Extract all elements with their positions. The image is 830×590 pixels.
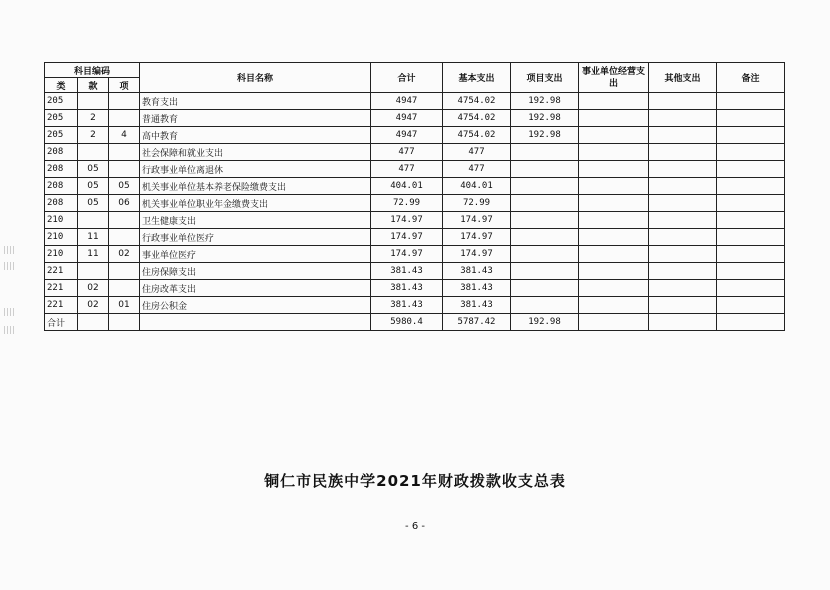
row-subject-name: 住房保障支出	[140, 263, 371, 280]
row-subject-name: 行政事业单位离退休	[140, 161, 371, 178]
row-remarks	[717, 127, 785, 144]
row-lei: 205	[45, 93, 78, 110]
row-lei: 208	[45, 178, 78, 195]
row-lei: 221	[45, 280, 78, 297]
row-xiang	[109, 212, 140, 229]
row-subject-name: 高中教育	[140, 127, 371, 144]
total-xiang	[109, 314, 140, 331]
row-xiang: 4	[109, 127, 140, 144]
row-subject-name: 教育支出	[140, 93, 371, 110]
row-xiang	[109, 280, 140, 297]
row-project: 192.98	[511, 110, 579, 127]
scan-mark	[4, 246, 14, 254]
row-basic: 404.01	[443, 178, 511, 195]
row-kuan: 02	[78, 297, 109, 314]
row-operating	[579, 263, 649, 280]
row-project	[511, 263, 579, 280]
row-remarks	[717, 178, 785, 195]
header-lei: 类	[45, 78, 78, 93]
budget-table	[44, 62, 785, 331]
row-xiang	[109, 263, 140, 280]
row-remarks	[717, 229, 785, 246]
header-other-expense: 其他支出	[649, 63, 717, 93]
table-row	[45, 161, 785, 178]
header-basic-expense: 基本支出	[443, 63, 511, 93]
row-project	[511, 229, 579, 246]
row-remarks	[717, 93, 785, 110]
row-subject-name: 事业单位医疗	[140, 246, 371, 263]
row-project: 192.98	[511, 127, 579, 144]
row-basic: 174.97	[443, 229, 511, 246]
row-xiang	[109, 229, 140, 246]
row-other	[649, 195, 717, 212]
row-other	[649, 263, 717, 280]
table-row	[45, 212, 785, 229]
row-lei: 208	[45, 161, 78, 178]
row-total: 381.43	[371, 280, 443, 297]
page-title: 铜仁市民族中学2021年财政拨款收支总表	[264, 472, 566, 490]
total-operating	[579, 314, 649, 331]
header-project-expense: 项目支出	[511, 63, 579, 93]
row-project: 192.98	[511, 93, 579, 110]
row-remarks	[717, 195, 785, 212]
row-lei: 210	[45, 212, 78, 229]
table-row	[45, 263, 785, 280]
row-total: 4947	[371, 110, 443, 127]
row-kuan: 11	[78, 229, 109, 246]
page-number: - 6 -	[405, 521, 425, 532]
row-other	[649, 246, 717, 263]
scan-mark	[4, 326, 14, 334]
header-code-group: 科目编码	[45, 63, 140, 78]
row-remarks	[717, 161, 785, 178]
row-remarks	[717, 263, 785, 280]
row-kuan	[78, 144, 109, 161]
row-lei: 205	[45, 110, 78, 127]
row-kuan: 2	[78, 127, 109, 144]
row-remarks	[717, 246, 785, 263]
row-lei: 221	[45, 297, 78, 314]
row-subject-name: 社会保障和就业支出	[140, 144, 371, 161]
row-total: 174.97	[371, 212, 443, 229]
row-kuan	[78, 212, 109, 229]
table-row	[45, 195, 785, 212]
table-row	[45, 110, 785, 127]
row-kuan: 05	[78, 178, 109, 195]
row-other	[649, 229, 717, 246]
header-operating-expense: 事业单位经营支出	[579, 63, 649, 93]
row-operating	[579, 212, 649, 229]
row-operating	[579, 195, 649, 212]
row-kuan: 11	[78, 246, 109, 263]
row-project	[511, 212, 579, 229]
row-remarks	[717, 280, 785, 297]
total-name	[140, 314, 371, 331]
header-total: 合计	[371, 63, 443, 93]
row-basic: 381.43	[443, 297, 511, 314]
row-basic: 477	[443, 161, 511, 178]
total-row	[45, 314, 785, 331]
row-other	[649, 280, 717, 297]
row-total: 381.43	[371, 263, 443, 280]
row-other	[649, 178, 717, 195]
row-project	[511, 178, 579, 195]
row-project	[511, 144, 579, 161]
header-subject-name: 科目名称	[140, 63, 371, 93]
scan-mark	[4, 262, 14, 270]
row-lei: 208	[45, 144, 78, 161]
row-operating	[579, 161, 649, 178]
row-xiang: 05	[109, 178, 140, 195]
total-other	[649, 314, 717, 331]
table-row	[45, 297, 785, 314]
row-subject-name: 行政事业单位医疗	[140, 229, 371, 246]
total-total: 5980.4	[371, 314, 443, 331]
row-basic: 477	[443, 144, 511, 161]
row-subject-name: 机关事业单位职业年金缴费支出	[140, 195, 371, 212]
row-operating	[579, 178, 649, 195]
row-other	[649, 161, 717, 178]
row-basic: 4754.02	[443, 127, 511, 144]
row-total: 4947	[371, 127, 443, 144]
table-row	[45, 93, 785, 110]
row-other	[649, 127, 717, 144]
row-project	[511, 297, 579, 314]
total-kuan	[78, 314, 109, 331]
header-kuan: 款	[78, 78, 109, 93]
row-operating	[579, 127, 649, 144]
row-basic: 4754.02	[443, 110, 511, 127]
row-operating	[579, 297, 649, 314]
row-kuan: 02	[78, 280, 109, 297]
row-basic: 174.97	[443, 246, 511, 263]
row-total: 174.97	[371, 246, 443, 263]
row-total: 72.99	[371, 195, 443, 212]
row-xiang: 01	[109, 297, 140, 314]
row-total: 477	[371, 161, 443, 178]
table-row	[45, 178, 785, 195]
row-operating	[579, 110, 649, 127]
row-basic: 174.97	[443, 212, 511, 229]
scan-mark	[4, 308, 14, 316]
total-basic: 5787.42	[443, 314, 511, 331]
table-body	[45, 93, 785, 314]
total-label: 合计	[45, 314, 78, 331]
row-operating	[579, 246, 649, 263]
row-other	[649, 144, 717, 161]
row-total: 381.43	[371, 297, 443, 314]
row-xiang	[109, 110, 140, 127]
row-other	[649, 93, 717, 110]
row-lei: 221	[45, 263, 78, 280]
row-subject-name: 机关事业单位基本养老保险缴费支出	[140, 178, 371, 195]
row-lei: 205	[45, 127, 78, 144]
row-remarks	[717, 297, 785, 314]
row-kuan: 2	[78, 110, 109, 127]
header-xiang: 项	[109, 78, 140, 93]
row-other	[649, 212, 717, 229]
row-lei: 210	[45, 246, 78, 263]
table-row	[45, 229, 785, 246]
row-total: 477	[371, 144, 443, 161]
table-row	[45, 127, 785, 144]
row-other	[649, 297, 717, 314]
row-total: 4947	[371, 93, 443, 110]
row-xiang	[109, 144, 140, 161]
row-basic: 4754.02	[443, 93, 511, 110]
row-basic: 381.43	[443, 280, 511, 297]
row-remarks	[717, 110, 785, 127]
row-subject-name: 普通教育	[140, 110, 371, 127]
row-other	[649, 110, 717, 127]
total-remarks	[717, 314, 785, 331]
row-xiang	[109, 161, 140, 178]
row-basic: 381.43	[443, 263, 511, 280]
row-project	[511, 161, 579, 178]
row-subject-name: 卫生健康支出	[140, 212, 371, 229]
total-project: 192.98	[511, 314, 579, 331]
row-xiang	[109, 93, 140, 110]
table-row	[45, 144, 785, 161]
row-remarks	[717, 144, 785, 161]
row-subject-name: 住房公积金	[140, 297, 371, 314]
row-operating	[579, 93, 649, 110]
row-project	[511, 195, 579, 212]
row-operating	[579, 144, 649, 161]
row-project	[511, 246, 579, 263]
row-project	[511, 280, 579, 297]
row-lei: 208	[45, 195, 78, 212]
row-remarks	[717, 212, 785, 229]
row-total: 404.01	[371, 178, 443, 195]
row-operating	[579, 229, 649, 246]
row-xiang: 02	[109, 246, 140, 263]
row-kuan: 05	[78, 195, 109, 212]
row-subject-name: 住房改革支出	[140, 280, 371, 297]
table-row	[45, 246, 785, 263]
row-kuan: 05	[78, 161, 109, 178]
row-kuan	[78, 93, 109, 110]
row-operating	[579, 280, 649, 297]
row-kuan	[78, 263, 109, 280]
row-total: 174.97	[371, 229, 443, 246]
row-basic: 72.99	[443, 195, 511, 212]
row-lei: 210	[45, 229, 78, 246]
row-xiang: 06	[109, 195, 140, 212]
header-remarks: 备注	[717, 63, 785, 93]
table-row	[45, 280, 785, 297]
